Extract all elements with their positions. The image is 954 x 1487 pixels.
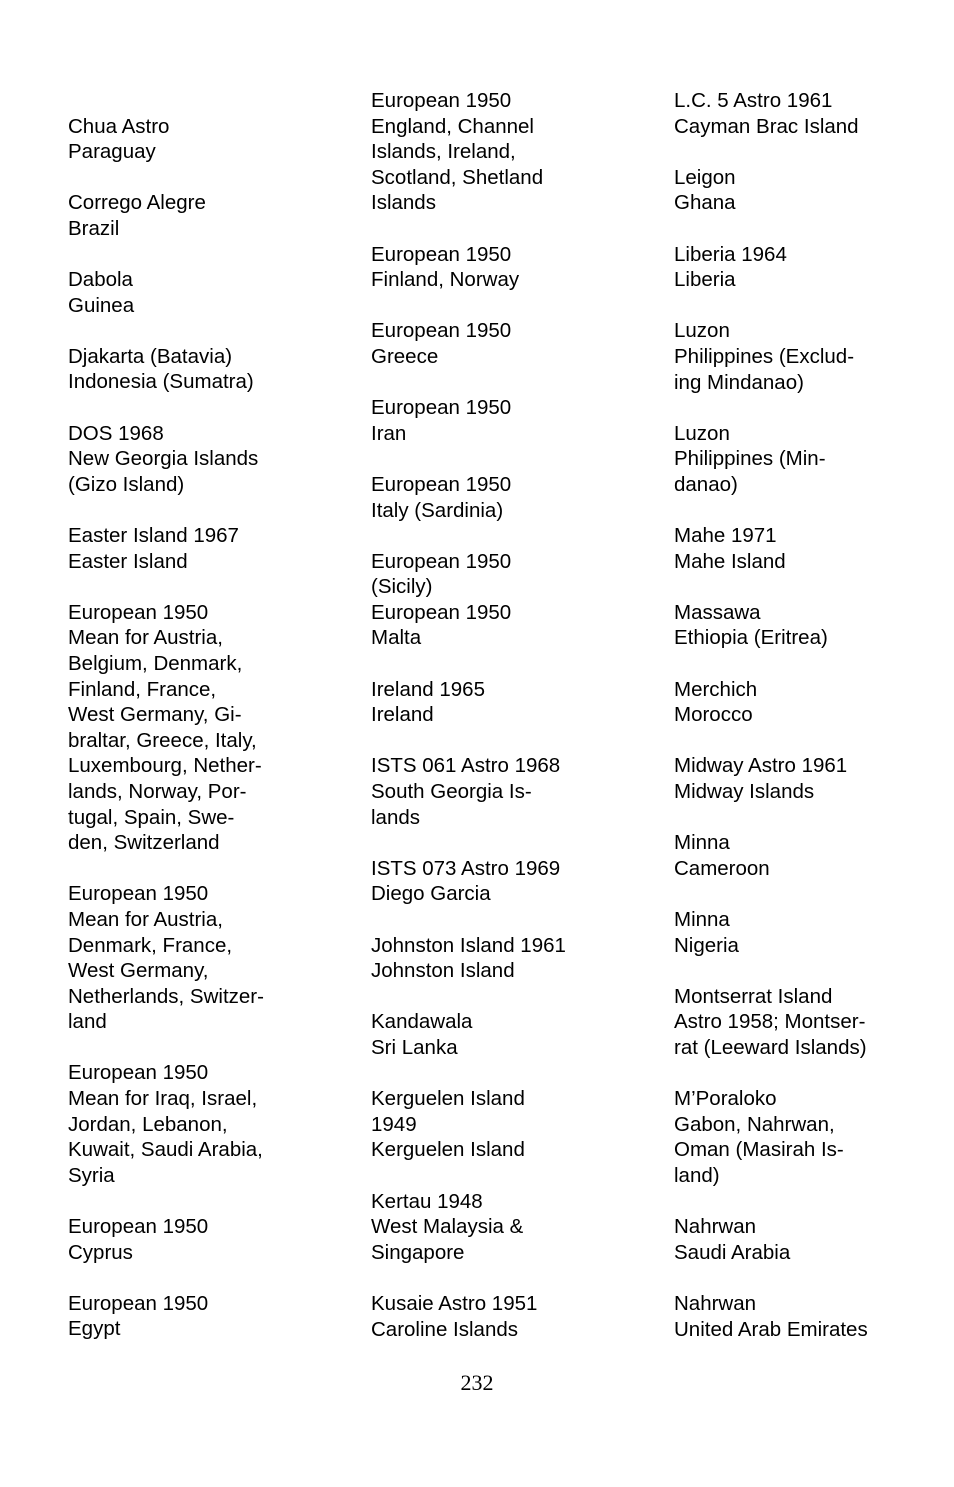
datum-name: European 1950 <box>371 89 512 112</box>
datum-region: Philippines (Exclud- <box>674 344 855 368</box>
datum-name: Dabola <box>68 268 133 292</box>
datum-name: ISTS 073 Astro 1969 <box>371 856 561 880</box>
datum-name: Massawa <box>674 600 761 624</box>
datum-region: Cyprus <box>68 1240 133 1264</box>
datum-name: Midway Astro 1961 <box>674 754 848 778</box>
datum-name: European 1950 <box>371 319 512 343</box>
datum-region: Iran <box>371 421 407 445</box>
datum-region: Italy (Sardinia) <box>371 498 504 522</box>
datum-entry <box>371 88 611 216</box>
datum-entry <box>68 190 308 241</box>
datum-name: Corrego Alegre <box>68 191 206 215</box>
datum-region: West Germany, Gi- <box>68 703 242 727</box>
datum-region: Syria <box>68 1163 115 1187</box>
datum-name: European 1950 <box>68 882 209 906</box>
datum-entry <box>674 165 914 216</box>
datum-entry <box>371 472 611 523</box>
datum-region: Brazil <box>68 216 120 240</box>
column-3 <box>674 88 914 1368</box>
datum-entry <box>674 242 914 293</box>
datum-entry <box>68 344 308 395</box>
datum-region: Finland, France, <box>68 677 217 701</box>
datum-region: Indonesia (Sumatra) <box>68 370 254 394</box>
datum-entry <box>371 677 611 728</box>
datum-name: Nahrwan <box>674 1215 757 1239</box>
datum-region: Johnston Island <box>371 959 515 983</box>
datum-entry <box>371 1009 611 1060</box>
datum-region: danao) <box>674 472 738 496</box>
datum-region: ing Mindanao) <box>674 370 804 394</box>
datum-region: Greece <box>371 344 439 368</box>
datum-region: Cayman Brac Island <box>674 114 859 138</box>
datum-name: Mahe 1971 <box>674 524 777 548</box>
datum-name: Luzon <box>674 319 730 343</box>
datum-region: New Georgia Islands <box>68 447 259 471</box>
datum-entry <box>371 395 611 446</box>
datum-region: Kerguelen Island <box>371 1138 525 1162</box>
datum-region: lands, Norway, Por- <box>68 779 247 803</box>
datum-name: Djakarta (Batavia) <box>68 344 233 368</box>
datum-entry <box>674 523 914 574</box>
datum-entry <box>371 933 611 984</box>
column-2 <box>371 88 611 1368</box>
datum-name: European 1950 <box>68 600 209 624</box>
datum-name: Chua Astro <box>68 114 170 138</box>
datum-region: Nigeria <box>674 933 739 957</box>
datum-entry <box>68 421 308 498</box>
datum-name: European 1950 <box>68 1215 209 1239</box>
datum-entry <box>68 1291 308 1342</box>
datum-entry <box>674 318 914 395</box>
datum-entry <box>371 1086 611 1163</box>
datum-region: land) <box>674 1163 720 1187</box>
datum-name: Kerguelen Island <box>371 1087 525 1111</box>
datum-region: England, Channel <box>371 114 534 138</box>
datum-name: ISTS 061 Astro 1968 <box>371 754 561 778</box>
datum-region: (Gizo Island) <box>68 472 185 496</box>
datum-region: Egypt <box>68 1317 121 1341</box>
datum-region: Sri Lanka <box>371 1035 458 1059</box>
datum-name: European 1950 <box>371 549 512 573</box>
datum-entry <box>371 1291 611 1342</box>
datum-entry <box>68 523 308 574</box>
datum-name: European 1950 <box>68 1061 209 1085</box>
datum-entry <box>371 242 611 293</box>
datum-region: Paraguay <box>68 140 156 164</box>
datum-region: Finland, Norway <box>371 268 520 292</box>
datum-name: European 1950 <box>371 600 512 624</box>
datum-name: L.C. 5 Astro 1961 <box>674 89 833 112</box>
datum-entry <box>371 1189 611 1266</box>
datum-region: Mean for Austria, <box>68 626 223 650</box>
datum-region: West Germany, <box>68 959 209 983</box>
datum-name: European 1950 <box>68 1291 209 1315</box>
datum-region: Gabon, Nahrwan, <box>674 1112 835 1136</box>
datum-region: Malta <box>371 626 422 650</box>
datum-region: South Georgia Is- <box>371 780 532 804</box>
datum-region: Ireland <box>371 703 434 727</box>
datum-region: Liberia <box>674 268 736 292</box>
datum-entry <box>674 1086 914 1188</box>
datum-entry <box>68 114 308 165</box>
datum-region: Diego Garcia <box>371 882 491 906</box>
datum-region: (Sicily) <box>371 575 433 599</box>
datum-name: M’Poraloko <box>674 1087 777 1111</box>
datum-entry <box>674 600 914 651</box>
datum-name: Montserrat Island <box>674 984 833 1008</box>
datum-name: Ireland 1965 <box>371 677 485 701</box>
datum-region: Morocco <box>674 703 753 727</box>
datum-name: Kertau 1948 <box>371 1189 483 1213</box>
datum-region: Midway Islands <box>674 780 815 804</box>
datum-entry <box>674 1291 914 1342</box>
datum-name: Minna <box>674 908 730 931</box>
datum-region: den, Switzerland <box>68 831 220 855</box>
datum-name: European 1950 <box>371 396 512 420</box>
datum-name: Johnston Island 1961 <box>371 933 566 957</box>
datum-name: Merchich <box>674 677 758 701</box>
datum-entry <box>68 881 308 1035</box>
datum-name: Kusaie Astro 1951 <box>371 1291 538 1315</box>
datum-region: Oman (Masirah Is- <box>674 1138 844 1162</box>
datum-region: lands <box>371 805 421 829</box>
page-number: 232 <box>460 1370 494 1395</box>
datum-entry <box>68 267 308 318</box>
datum-region: Belgium, Denmark, <box>68 651 243 675</box>
datum-entry <box>371 600 611 651</box>
datum-region: Luxembourg, Nether- <box>68 754 262 778</box>
datum-entry <box>674 753 914 804</box>
datum-name: European 1950 <box>371 242 512 266</box>
datum-region: Astro 1958; Montser- <box>674 1010 866 1034</box>
datum-name: Kandawala <box>371 1010 473 1034</box>
datum-region: Cameroon <box>674 856 770 880</box>
datum-region: Mahe Island <box>674 549 786 573</box>
datum-region: Denmark, France, <box>68 933 233 957</box>
datum-region: Singapore <box>371 1240 465 1264</box>
datum-entry <box>674 984 914 1061</box>
datum-region: Netherlands, Switzer- <box>68 984 264 1008</box>
datum-region: Islands, Ireland, <box>371 140 516 164</box>
datum-entry <box>674 677 914 728</box>
datum-region: Easter Island <box>68 549 188 573</box>
datum-region: Ghana <box>674 191 736 215</box>
datum-region: Ethiopia (Eritrea) <box>674 626 828 650</box>
datum-entry <box>674 88 914 139</box>
datum-region: Mean for Iraq, Israel, <box>68 1087 258 1111</box>
datum-region: braltar, Greece, Italy, <box>68 728 257 752</box>
datum-region: Scotland, Shetland <box>371 165 544 189</box>
datum-entry <box>674 1214 914 1265</box>
datum-region: West Malaysia & <box>371 1215 524 1239</box>
datum-region: Saudi Arabia <box>674 1240 791 1264</box>
datum-region: land <box>68 1010 107 1034</box>
datum-name: Liberia 1964 <box>674 242 787 266</box>
datum-region: tugal, Spain, Swe- <box>68 805 235 829</box>
datum-name: European 1950 <box>371 472 512 496</box>
datum-region: Guinea <box>68 293 135 317</box>
datum-entry <box>68 1060 308 1188</box>
datum-region: Kuwait, Saudi Arabia, <box>68 1138 263 1162</box>
datum-region: Philippines (Min- <box>674 447 826 471</box>
datum-entry <box>371 753 611 830</box>
datum-name: Leigon <box>674 165 736 189</box>
datum-name: Nahrwan <box>674 1291 757 1315</box>
datum-entry <box>371 549 611 600</box>
datum-entry <box>674 830 914 881</box>
datum-entry <box>68 600 308 856</box>
column-1 <box>68 114 308 1368</box>
datum-region: Mean for Austria, <box>68 907 223 931</box>
datum-region: United Arab Emirates <box>674 1317 868 1341</box>
datum-entry <box>371 318 611 369</box>
datum-entry <box>371 856 611 907</box>
datum-region: Caroline Islands <box>371 1317 518 1341</box>
datum-name: Luzon <box>674 421 730 445</box>
datum-region: Islands <box>371 191 436 215</box>
datum-entry <box>674 421 914 498</box>
datum-name: Minna <box>674 831 730 855</box>
datum-entry <box>68 1214 308 1265</box>
datum-region: rat (Leeward Islands) <box>674 1035 867 1059</box>
datum-name: DOS 1968 <box>68 421 164 445</box>
datum-region: 1949 <box>371 1112 417 1136</box>
datum-entry <box>674 907 914 958</box>
datum-region: Jordan, Lebanon, <box>68 1112 228 1136</box>
datum-name: Easter Island 1967 <box>68 524 239 547</box>
